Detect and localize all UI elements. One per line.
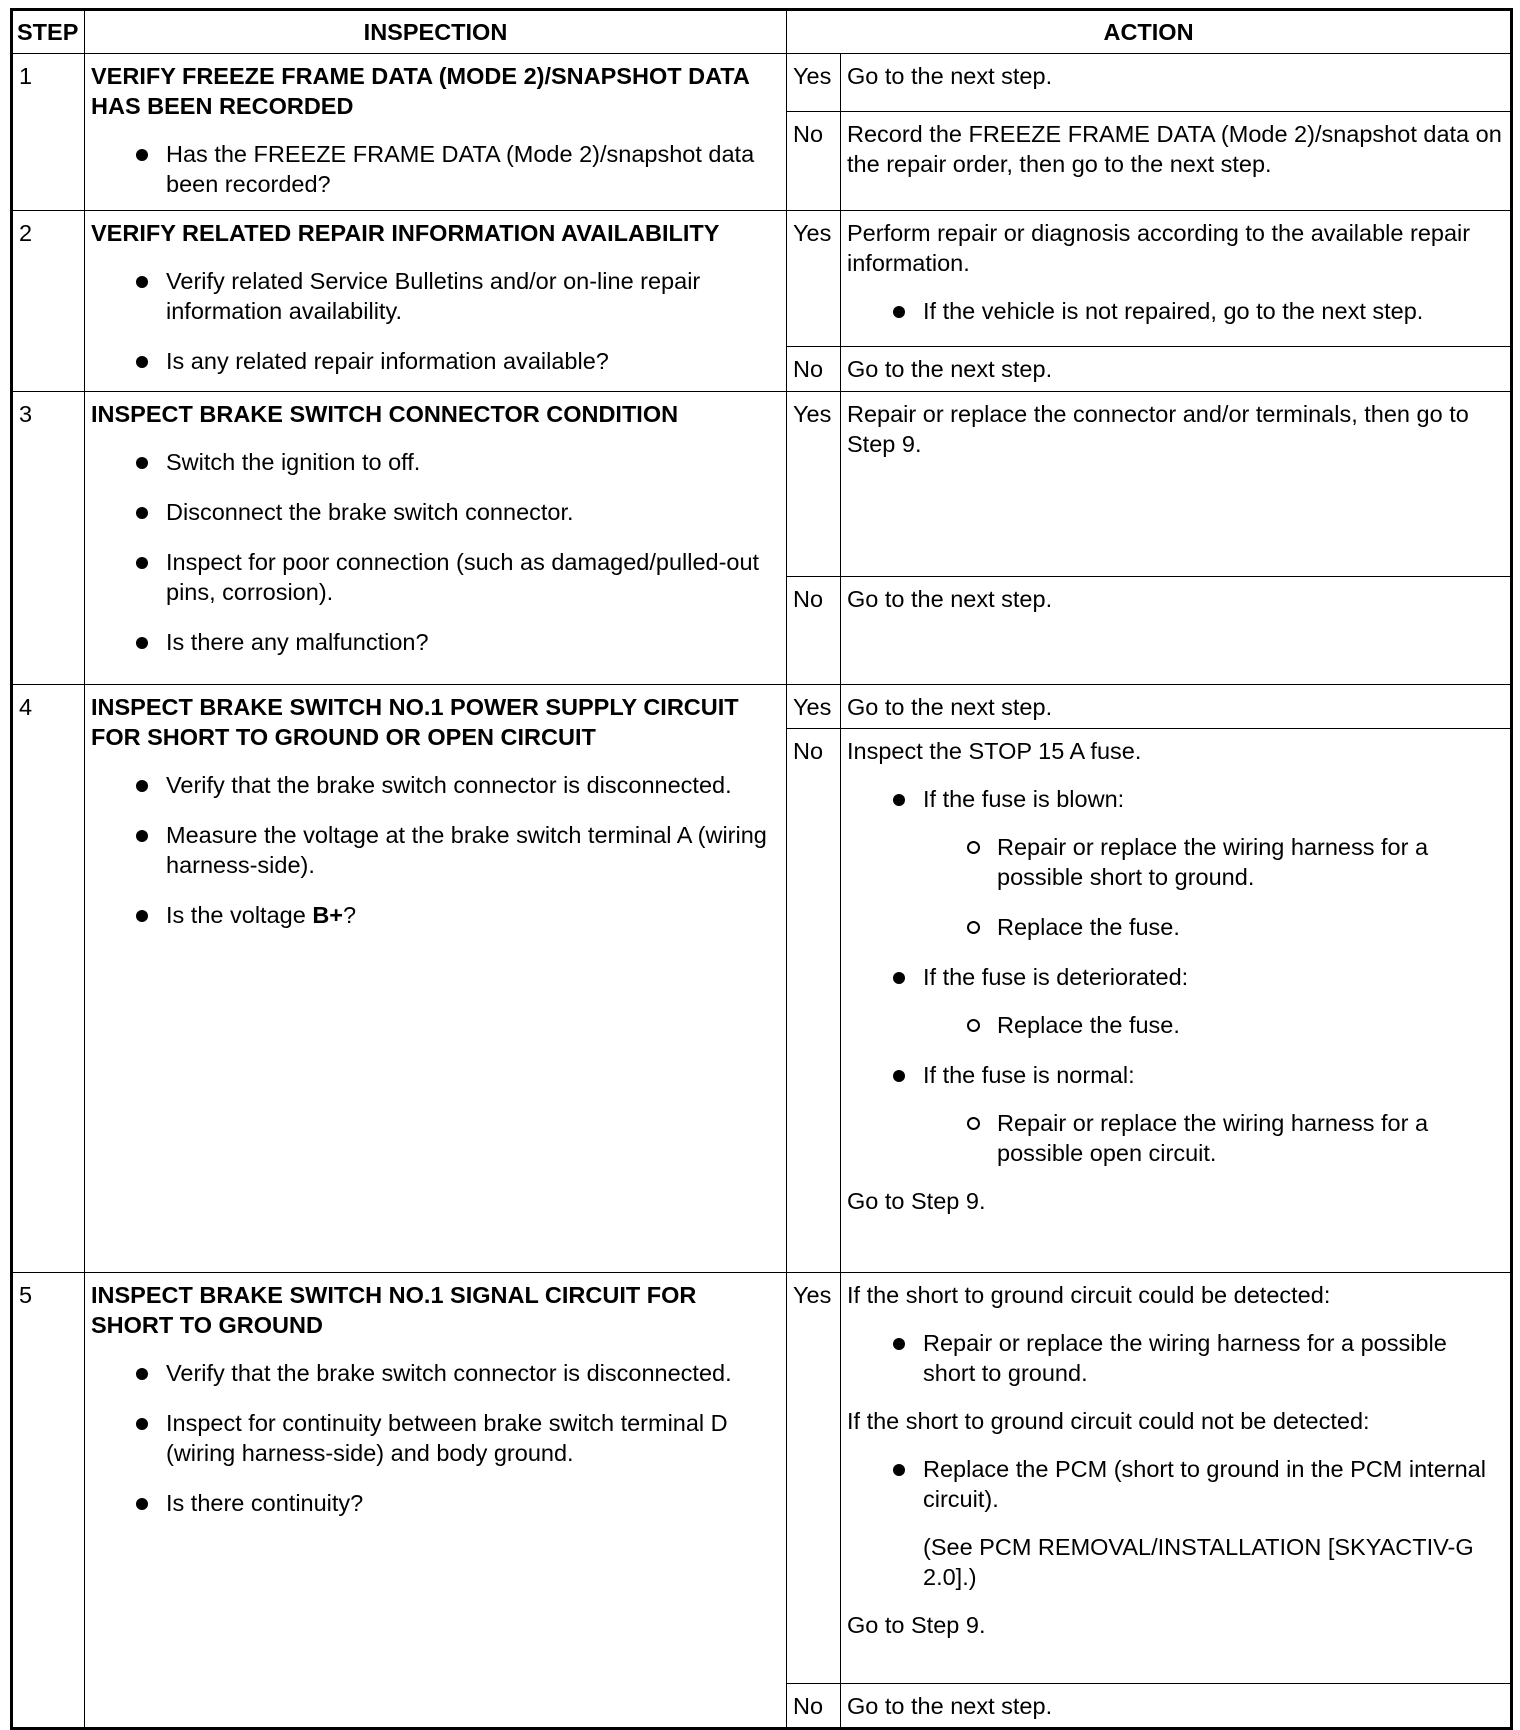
step-4-no-label: No xyxy=(787,729,841,1273)
step-2-title: VERIFY RELATED REPAIR INFORMATION AVAILABILITY xyxy=(91,220,720,246)
step-2-yes-row xyxy=(12,211,1512,347)
step-4-bullet-3-suffix: ? xyxy=(343,902,357,928)
step-5-yes-outro: Go to Step 9. xyxy=(847,1612,986,1638)
step-4-bullet-1: Verify that the brake switch connector is disconnected. xyxy=(166,770,780,800)
step-1-yes-action: Go to the next step. xyxy=(841,54,1512,112)
step-5-yes-not-detected-list xyxy=(847,1454,1504,1592)
step-3-bullet-3: Inspect for poor connection (such as damaged/pulled-out pins, corrosion). xyxy=(166,547,780,607)
step-2-yes-label: Yes xyxy=(787,211,841,347)
step-1-inspection xyxy=(85,54,787,211)
diagnostic-procedure-table xyxy=(10,8,1513,1730)
step-4-no-item-1-subs xyxy=(923,832,1504,942)
step-5-yes-not-detected: If the short to ground circuit could not be detected: xyxy=(847,1408,1370,1434)
step-1-yes-row xyxy=(12,54,1512,112)
header-action: ACTION xyxy=(787,10,1512,54)
step-5-yes-detected-list xyxy=(847,1328,1504,1388)
header-row xyxy=(12,10,1512,54)
step-5-bullet-2: Inspect for continuity between brake switch terminal D (wiring harness-side) and body ground. xyxy=(166,1408,780,1468)
step-4-bullet-3-prefix: Is the voltage xyxy=(166,902,313,928)
step-4-no-item-1-label: If the fuse is blown: xyxy=(923,786,1125,812)
step-2-yes-bullets xyxy=(847,296,1504,326)
step-4-no-intro: Inspect the STOP 15 A fuse. xyxy=(847,738,1142,764)
step-5-yes-detected-bullet: Repair or replace the wiring harness for a possible short to ground. xyxy=(923,1328,1504,1388)
step-4-bullet-3-bold: B+ xyxy=(312,902,344,928)
step-4-bullet-2: Measure the voltage at the brake switch terminal A (wiring harness-side). xyxy=(166,820,780,880)
step-3-yes-row xyxy=(12,392,1512,577)
step-4-no-item-1-sub-1: Repair or replace the wiring harness for a possible short to ground. xyxy=(997,832,1504,892)
step-4-yes-action: Go to the next step. xyxy=(841,685,1512,729)
step-4-no-item-3 xyxy=(923,1060,1504,1168)
step-4-no-item-3-sub-1: Repair or replace the wiring harness for a possible open circuit. xyxy=(997,1108,1504,1168)
step-1-yes-label: Yes xyxy=(787,54,841,112)
step-2-bullet-1: Verify related Service Bulletins and/or on-line repair information availability. xyxy=(166,266,780,326)
step-4-bullet-3 xyxy=(166,900,780,930)
step-4-no-item-3-subs xyxy=(923,1108,1504,1168)
step-2-inspection xyxy=(85,211,787,392)
step-5-yes-not-detected-text: Replace the PCM (short to ground in the PCM internal circuit). xyxy=(923,1456,1486,1512)
header-step: STEP xyxy=(12,10,85,54)
step-5-title: INSPECT BRAKE SWITCH NO.1 SIGNAL CIRCUIT FOR SHORT TO GROUND xyxy=(91,1282,697,1338)
step-5-inspection xyxy=(85,1273,787,1729)
step-1-no-action: Record the FREEZE FRAME DATA (Mode 2)/snapshot data on the repair order, then go to the next step. xyxy=(841,112,1512,211)
step-2-yes-bullet-1: If the vehicle is not repaired, go to the next step. xyxy=(923,296,1504,326)
step-2-no-label: No xyxy=(787,347,841,392)
step-5-yes-label: Yes xyxy=(787,1273,841,1684)
step-5-number: 5 xyxy=(12,1273,85,1729)
step-4-no-item-3-label: If the fuse is normal: xyxy=(923,1062,1135,1088)
step-3-yes-action: Repair or replace the connector and/or terminals, then go to Step 9. xyxy=(841,392,1512,577)
step-1-bullets xyxy=(91,139,780,199)
step-5-yes-action xyxy=(841,1273,1512,1684)
step-4-no-action xyxy=(841,729,1512,1273)
step-2-bullet-2: Is any related repair information available? xyxy=(166,346,780,376)
step-2-yes-text: Perform repair or diagnosis according to the available repair information. xyxy=(847,220,1471,276)
header-inspection: INSPECTION xyxy=(85,10,787,54)
step-2-number: 2 xyxy=(12,211,85,392)
step-3-number: 3 xyxy=(12,392,85,685)
step-2-yes-action xyxy=(841,211,1512,347)
step-1-number: 1 xyxy=(12,54,85,211)
step-4-no-items xyxy=(847,784,1504,1168)
step-4-no-outro: Go to Step 9. xyxy=(847,1188,986,1214)
step-4-no-item-2-label: If the fuse is deteriorated: xyxy=(923,964,1189,990)
step-2-no-action: Go to the next step. xyxy=(841,347,1512,392)
step-3-title: INSPECT BRAKE SWITCH CONNECTOR CONDITION xyxy=(91,401,679,427)
step-1-bullet-1: Has the FREEZE FRAME DATA (Mode 2)/snapshot data been recorded? xyxy=(166,139,780,199)
step-1-no-label: No xyxy=(787,112,841,211)
step-4-number: 4 xyxy=(12,685,85,1273)
step-3-bullet-2: Disconnect the brake switch connector. xyxy=(166,497,780,527)
step-4-no-item-2 xyxy=(923,962,1504,1040)
step-4-title: INSPECT BRAKE SWITCH NO.1 POWER SUPPLY CIRCUIT FOR SHORT TO GROUND OR OPEN CIRCUIT xyxy=(91,694,739,750)
step-4-inspection xyxy=(85,685,787,1273)
step-4-yes-row xyxy=(12,685,1512,729)
step-4-no-item-2-subs xyxy=(923,1010,1504,1040)
step-4-no-item-2-sub-1: Replace the fuse. xyxy=(997,1010,1504,1040)
step-1-title: VERIFY FREEZE FRAME DATA (MODE 2)/SNAPSHOT DATA HAS BEEN RECORDED xyxy=(91,63,750,119)
step-3-bullet-1: Switch the ignition to off. xyxy=(166,447,780,477)
step-2-bullets xyxy=(91,266,780,376)
step-3-yes-label: Yes xyxy=(787,392,841,577)
step-5-yes-not-detected-bullet xyxy=(923,1454,1504,1592)
step-5-no-action: Go to the next step. xyxy=(841,1684,1512,1729)
step-4-no-item-1 xyxy=(923,784,1504,942)
step-5-see-reference: (See PCM REMOVAL/INSTALLATION [SKYACTIV-G 2.0].) xyxy=(923,1534,1474,1590)
step-5-bullet-1: Verify that the brake switch connector is disconnected. xyxy=(166,1358,780,1388)
step-5-no-label: No xyxy=(787,1684,841,1729)
step-5-bullets xyxy=(91,1358,780,1518)
step-5-yes-row xyxy=(12,1273,1512,1684)
step-3-inspection xyxy=(85,392,787,685)
step-3-no-action: Go to the next step. xyxy=(841,577,1512,685)
step-3-bullet-4: Is there any malfunction? xyxy=(166,627,780,657)
step-4-no-item-1-sub-2: Replace the fuse. xyxy=(997,912,1504,942)
step-5-bullet-3: Is there continuity? xyxy=(166,1488,780,1518)
step-3-no-label: No xyxy=(787,577,841,685)
step-5-yes-detected: If the short to ground circuit could be detected: xyxy=(847,1282,1331,1308)
step-3-bullets xyxy=(91,447,780,657)
step-4-bullets xyxy=(91,770,780,930)
step-4-yes-label: Yes xyxy=(787,685,841,729)
